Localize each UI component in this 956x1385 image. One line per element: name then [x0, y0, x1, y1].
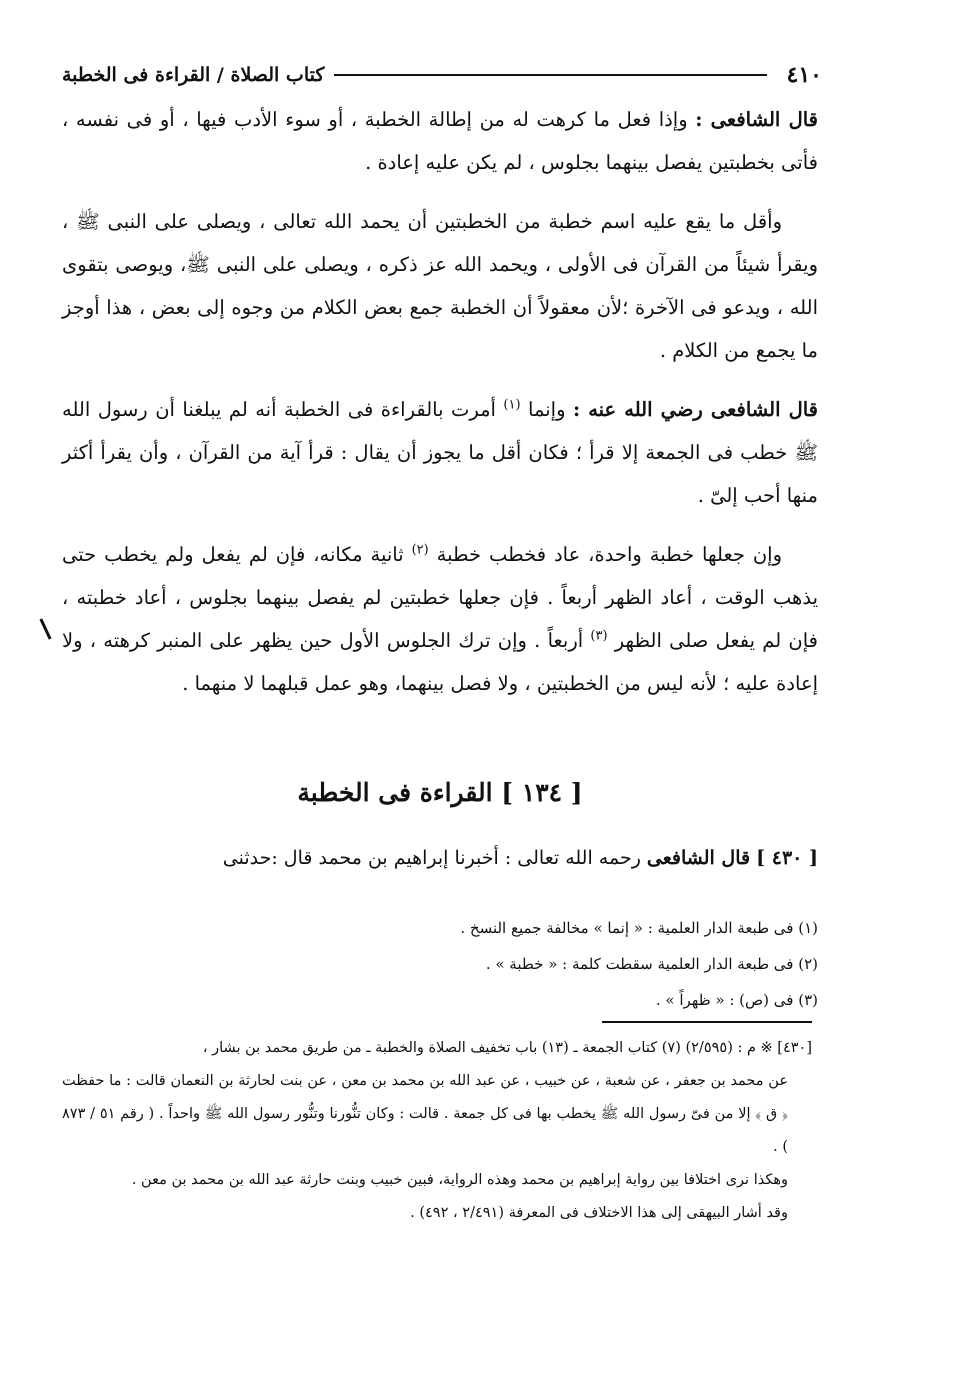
source-note-line: [٤٣٠] ※ م : (٢/٥٩٥) (٧) كتاب الجمعة ـ (١٣) باب تخفيف الصلاة والخطبة ـ من طريق محمد بن بشار ، [202, 1040, 812, 1056]
running-title: كتاب الصلاة / القراءة فى الخطبة [62, 64, 325, 86]
paragraph-4 [62, 533, 818, 705]
narration-line [62, 838, 818, 878]
paragraph-text: أربعاً . وإن ترك الجلوس الأول حين يظهر على المنبر كرهته ، ولا إعادة عليه ؛ لأنه ليس من الخطبتين ، ولا فصل بينهما، وهو عمل قبلهما لا منهما . [62, 629, 818, 695]
footnote-item: (١) فى طبعة الدار العلمية : « إنما » مخالفة جميع النسخ . [460, 919, 818, 937]
footnote-ref[interactable]: (١) [503, 397, 521, 413]
paragraph-text: وإن جعلها خطبة واحدة، عاد فخطب خطبة [428, 543, 782, 566]
paragraph-text: وإذا فعل ما كرهت له من إطالة الخطبة ، أو سوء الأدب فيها ، أو فى نفسه ، فأتى بخطبتين يفصل بينهما بجلوس ، لم يكن عليه إعادة . [62, 108, 818, 174]
paragraph-2 [62, 200, 818, 372]
paragraph-text: أمرت بالقراءة فى الخطبة أنه لم يبلغنا أن رسول الله ﷺ خطب فى الجمعة إلا قرأ ؛ فكان أقل ما يجوز أن يقال : قرأ آية من القرآن ، وأن يقرأ أكثر منها أحب إلىّ . [62, 398, 818, 507]
speaker-label: قال الشافعى [646, 847, 751, 869]
margin-mark [39, 618, 51, 639]
running-head [62, 58, 822, 92]
footnote-item: (٢) فى طبعة الدار العلمية سقطت كلمة : « خطبة » . [485, 955, 818, 973]
paragraph-text: وإنما [520, 398, 573, 421]
source-note [62, 1032, 812, 1230]
page-number: ٤١٠ [786, 62, 822, 88]
paragraph-text: وأقل ما يقع عليه اسم خطبة من الخطبتين أن يحمد الله تعالى ، ويصلى على النبى ﷺ ، ويقرأ شيئاً من القرآن فى الأولى ، ويحمد الله عز ذكره ، ويصلى على النبى ﷺ، ويوصى بتقوى الله ، ويدعو فى الآخرة ؛لأن معقولاً أن الخطبة جمع بعض الكلام من وجوه إلى بعض ، هذا أوجز ما يجمع من الكلام . [62, 210, 818, 362]
section-heading: [ ١٣٤ ] القراءة فى الخطبة [297, 778, 583, 807]
body-text [62, 98, 818, 721]
footnotes [62, 910, 818, 1018]
speaker-label: قال الشافعى : [695, 108, 818, 131]
paragraph-1 [62, 98, 818, 184]
footnote-item: (٣) فى (ص) : « ظهراً » . [655, 991, 818, 1009]
source-note-line: عن محمد بن جعفر ، عن شعبة ، عن خبيب ، عن عبد الله بن محمد بن معن ، عن بنت لحارثة بن النعمان قالت : ما حفظت ﴿ ق ﴾ إلا من فىّ رسول الله ﷺ يخطب بها فى كل جمعة . قالت : وكان تنُّورنا وتنُّور رسول الله ﷺ واحداً . ( رقم ٥١ / ٨٧٣ ) . [62, 1073, 788, 1155]
paragraph-3 [62, 388, 818, 517]
source-note-line: وقد أشار البيهقى إلى هذا الاختلاف فى المعرفة (٢/٤٩١ ، ٤٩٢) . [410, 1205, 788, 1221]
source-note-line: وهكذا نرى اختلافا بين رواية إبراهيم بن محمد وهذه الرواية، فبين خبيب وبنت حارثة عبد الله بن محمد بن معن . [131, 1172, 788, 1188]
paragraph-text: ثانية مكانه، فإن لم يفعل ولم يخطب حتى يذهب الوقت ، أعاد الظهر أربعاً . فإن جعلها خطبتين لم يفصل بينهما بجلوس ، أعاد خطبته ، فإن لم يفعل صلى الظهر [62, 543, 818, 652]
narration-text: رحمه الله تعالى : أخبرنا إبراهيم بن محمد قال :حدثنى [222, 847, 647, 869]
footnote-ref[interactable]: (٢) [411, 542, 429, 558]
footnote-rule [602, 1021, 812, 1023]
footnote-ref[interactable]: (٣) [590, 628, 608, 644]
speaker-label: قال الشافعى رضي الله عنه : [572, 398, 819, 421]
header-rule [334, 74, 766, 76]
narration-number: [ ٤٣٠ ] [756, 847, 818, 869]
